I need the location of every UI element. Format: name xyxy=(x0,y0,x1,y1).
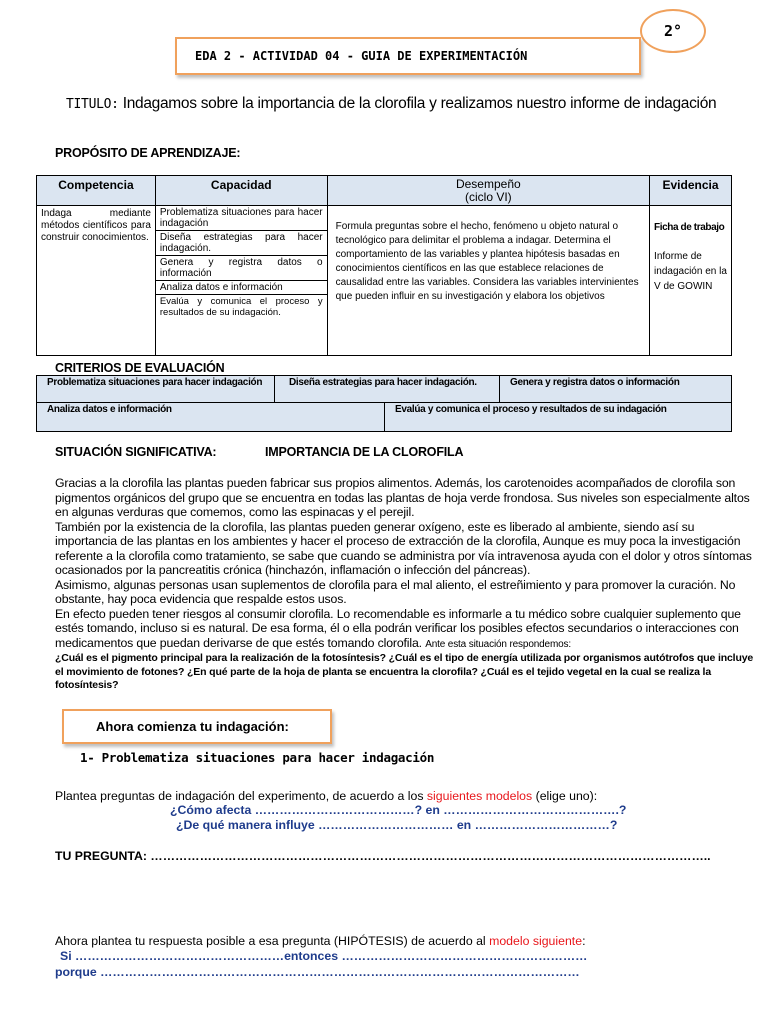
title-label: TITULO: xyxy=(66,97,119,112)
paragraph: Gracias a la clorofila las plantas pueden fabricar sus propios alimentos. Además, los carotenoides acompañados de clorofila son pigmentos orgánicos del grupo que se encuentra en todas las plantas de hoja verde frondosa. Sus niveles son especialmente altos en algunas verduras que comemos, como las espinacas y el perejil. xyxy=(55,476,750,519)
paragraph-note: Ante esta situación respondemos: xyxy=(425,638,572,650)
capacidad-cell xyxy=(155,206,327,356)
header-desempeno-1: Desempeño xyxy=(455,177,521,191)
criterion-cell: Problematiza situaciones para hacer indagación xyxy=(37,376,275,402)
hipotesis-instruction xyxy=(55,934,585,948)
evidencia-title: Ficha de trabajo xyxy=(654,222,725,233)
proposito-label: PROPÓSITO DE APRENDIZAJE: xyxy=(55,146,241,160)
grade-badge: 2° xyxy=(640,9,706,53)
header-desempeno-2: (ciclo VI) xyxy=(465,190,512,204)
header-competencia: Competencia xyxy=(37,176,156,206)
criterion-cell: Evalúa y comunica el proceso y resultados de su indagación xyxy=(395,404,667,415)
situacion-label: SITUACIÓN SIGNIFICATIVA: xyxy=(55,445,217,459)
activity-header xyxy=(175,37,641,75)
criteria-row xyxy=(37,403,731,432)
situacion-title: IMPORTANCIA DE LA CLOROFILA xyxy=(265,445,464,459)
plantea-before: Plantea preguntas de indagación del experimento, de acuerdo a los xyxy=(55,789,424,803)
plantea-after: (elige uno): xyxy=(535,789,598,803)
desempeno-cell: Formula preguntas sobre el hecho, fenómeno u objeto natural o tecnológico para delimitar el problema a indagar. Determina el comportamiento de las variables y plantea hipótesis basadas en conocimientos científicos en las que establece relaciones de causalidad entre las variables. Considera las variables intervinientes que pueden influir en su investigación y elabora los objetivos xyxy=(327,206,649,356)
ahora-text: Ahora comienza tu indagación: xyxy=(96,719,289,734)
capacidad-item: Problematiza situaciones para hacer indagación xyxy=(156,206,327,231)
competency-table xyxy=(36,175,732,356)
header-evidencia: Evidencia xyxy=(650,176,732,206)
title-text: Indagamos sobre la importancia de la clorofila y realizamos nuestro informe de indagación xyxy=(122,95,717,112)
criterion-cell: Analiza datos e información xyxy=(37,403,385,432)
tu-pregunta-field[interactable]: TU PREGUNTA: ……………………………………………………………………………………………………………………….. xyxy=(55,849,711,863)
plantea-red: siguientes modelos xyxy=(426,789,533,803)
criteria-row xyxy=(37,376,731,403)
model-question-1: ¿Cómo afecta …………………………………? en …………………………………….? xyxy=(170,803,627,817)
situacion-text xyxy=(55,476,757,693)
header-capacidad: Capacidad xyxy=(155,176,327,206)
hipotesis-before: Ahora plantea tu respuesta posible a esa pregunta (HIPÓTESIS) de acuerdo al xyxy=(55,934,486,948)
step-1-heading: 1- Problematiza situaciones para hacer indagación xyxy=(80,750,435,765)
paragraph xyxy=(55,607,757,653)
evidencia-cell xyxy=(650,206,732,356)
guiding-questions: ¿Cuál es el pigmento principal para la realización de la fotosíntesis? ¿Cuál es el tipo de energía utilizada por organismos autótrofos que incluye el movimiento de fotones? ¿En qué parte de la hoja de planta se encuentra la clorofila? ¿Cuál es el tejido vegetal en la cual se realiza la fotosíntesis? xyxy=(55,652,754,691)
ahora-box xyxy=(62,709,332,744)
plantea-instruction xyxy=(55,789,597,803)
evidencia-text: Informe de indagación en la V de GOWIN xyxy=(654,251,727,292)
paragraph: También por la existencia de la clorofila, las plantas pueden generar oxígeno, este es liberado al ambiente, siendo así su importancia de las plantas en los ambientes y hacer el proceso de extracción de la clorofila, Aunque es muy poca la investigación referente a la clorofila como tratamiento, se sabe que cuando se administra por vía intravenosa ayuda con el dolor y otros síntomas ocasionados por la pancreatitis crónica (hinchazón, inflamación o infección del páncreas). xyxy=(55,519,752,577)
capacidad-item: Analiza datos e información xyxy=(156,281,327,295)
criteria-table xyxy=(36,375,732,432)
capacidad-item: Evalúa y comunica el proceso y resultados de su indagación. xyxy=(159,296,323,318)
capacidad-item: Genera y registra datos o información xyxy=(156,256,327,281)
hipotesis-after: : xyxy=(582,934,586,948)
paragraph: Asimismo, algunas personas usan suplementos de clorofila para el mal aliento, el estreñimiento y para promover la curación. No obstante, hay poca evidencia que respalde estos usos. xyxy=(55,577,736,606)
criterion-cell: Genera y registra datos o información xyxy=(510,377,680,388)
criterion-cell: Diseña estrategias para hacer indagación. xyxy=(275,376,500,402)
capacidad-item: Diseña estrategias para hacer indagación. xyxy=(156,231,327,256)
paragraph-text: En efecto pueden tener riesgos al consumir clorofila. Lo recomendable es informarle a tu médico sobre cualquier suplemento que estés tomando, incluso si es natural. De esa forma, él o ella podrán verificar los posibles efectos secundarios o interacciones con medicamentos que puedan derivarse de que estés tomando clorofila. xyxy=(55,606,741,650)
model-question-2: ¿De qué manera influye …………………………… en ……………………………? xyxy=(176,818,618,832)
hipotesis-porque-field[interactable]: porque ……………………………………………………………………………………………………… xyxy=(55,965,580,979)
criterios-label: CRITERIOS DE EVALUACIÓN xyxy=(55,361,225,375)
competencia-cell: Indaga mediante métodos científicos para construir conocimientos. xyxy=(37,206,156,356)
header-desempeno xyxy=(327,176,649,206)
hipotesis-red: modelo siguiente xyxy=(489,934,583,948)
hipotesis-si-field[interactable]: Si ……………………………………………entonces …………………………………………………… xyxy=(60,949,588,963)
activity-header-text: EDA 2 - ACTIVIDAD 04 - GUIA DE EXPERIMENTACIÓN xyxy=(195,49,528,63)
document-title xyxy=(66,95,756,113)
